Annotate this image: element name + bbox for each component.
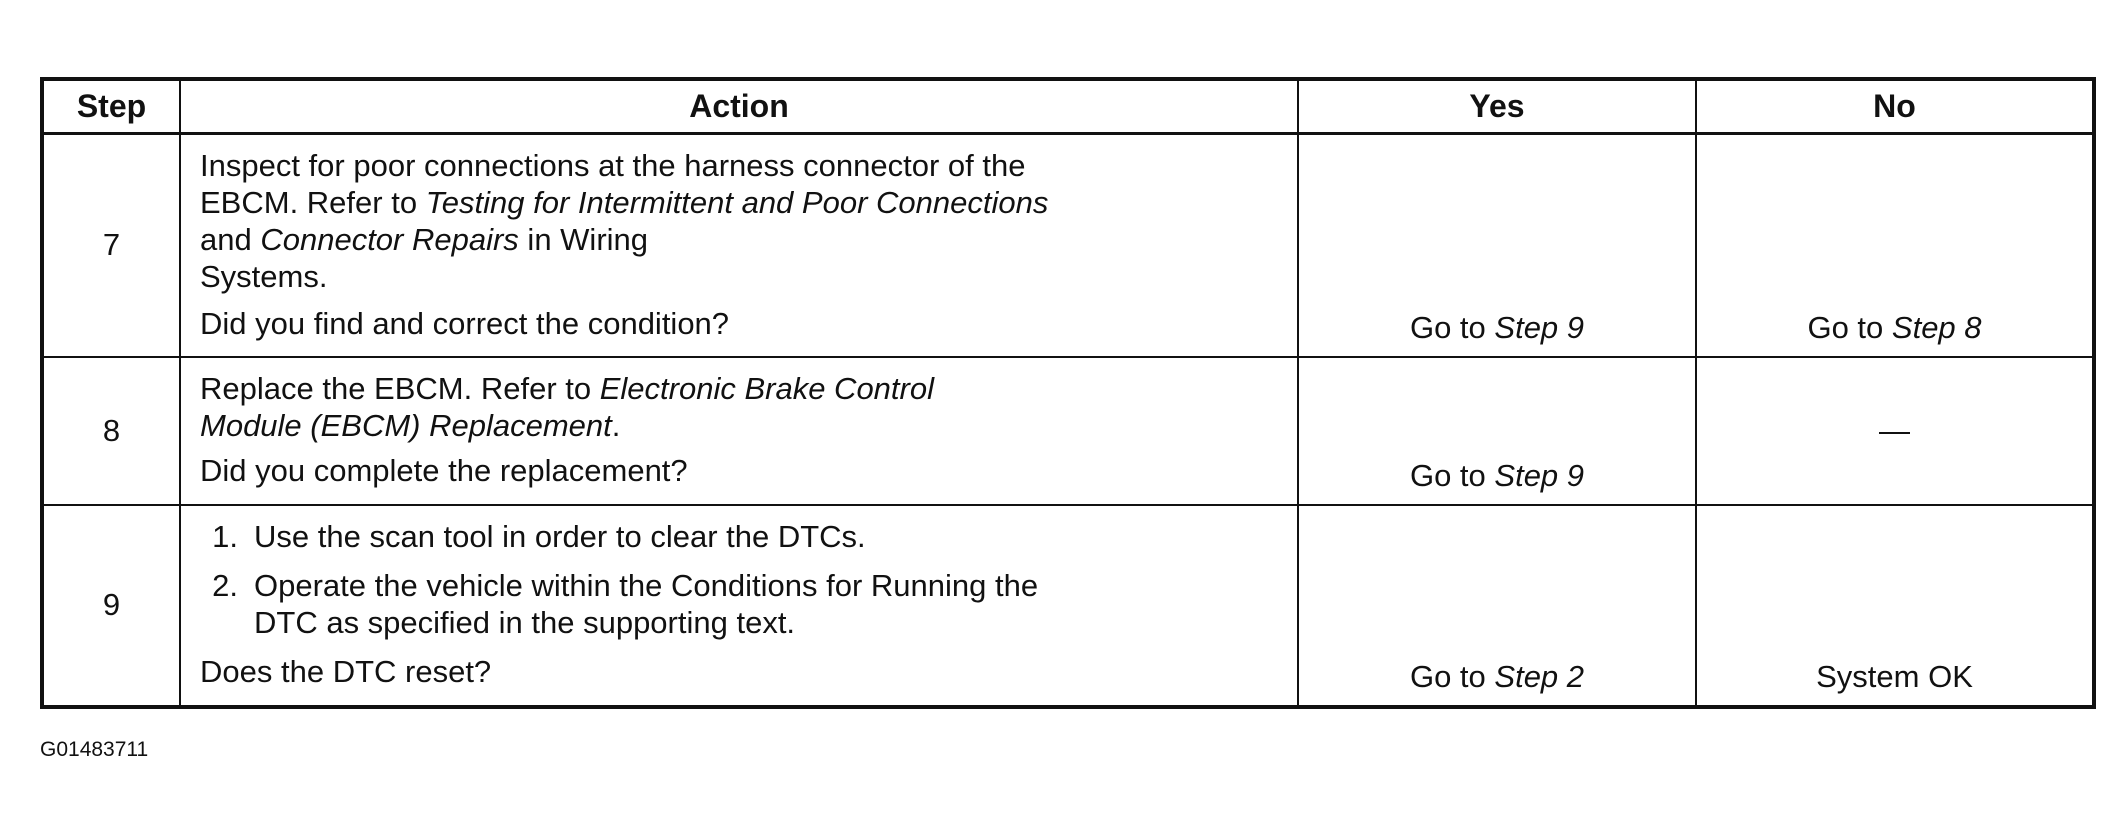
action-text: EBCM. Refer to Testing for Intermittent and Poor Connections xyxy=(200,185,1049,220)
table-row xyxy=(42,134,2094,357)
table-row xyxy=(42,505,2094,708)
action-text: Systems. xyxy=(200,259,328,294)
action-text: Replace the EBCM. Refer to Electronic Brake Control xyxy=(200,370,934,406)
step-reference: Step 9 xyxy=(1494,309,1585,345)
action-question: Did you complete the replacement? xyxy=(200,452,688,488)
action-cell xyxy=(180,357,1298,505)
action-text: Module (EBCM) Replacement. xyxy=(200,407,621,443)
reference-link-text: Module (EBCM) Replacement xyxy=(200,407,612,443)
step-reference: Step 8 xyxy=(1891,309,1982,345)
list-item xyxy=(200,518,1277,555)
reference-link-text: Connector Repairs xyxy=(260,222,519,257)
list-item xyxy=(200,567,1277,641)
yes-cell: Go to Step 9 xyxy=(1298,134,1696,357)
action-text: and Connector Repairs in Wiring xyxy=(200,222,649,257)
no-cell: Go to Step 8 xyxy=(1696,134,2094,357)
yes-cell: Go to Step 9 xyxy=(1298,357,1696,505)
action-cell xyxy=(180,134,1298,357)
list-number: 1. xyxy=(212,518,238,554)
reference-link-text: Electronic Brake Control xyxy=(599,370,934,406)
figure-id: G01483711 xyxy=(40,738,149,761)
step-cell: 7 xyxy=(42,134,180,357)
step-reference: Step 2 xyxy=(1494,659,1585,694)
list-number: 2. xyxy=(212,567,238,603)
action-text: Inspect for poor connections at the harness connector of the xyxy=(200,148,1026,183)
header-yes: Yes xyxy=(1298,79,1696,134)
step-reference: Step 9 xyxy=(1494,457,1585,493)
step-cell: 8 xyxy=(42,357,180,505)
reference-link-text: Testing for Intermittent and Poor Connections xyxy=(425,185,1049,220)
yes-cell: Go to Step 2 xyxy=(1298,505,1696,708)
diagnostic-table xyxy=(40,77,2096,709)
table-row xyxy=(42,357,2094,505)
action-cell xyxy=(180,505,1298,708)
header-step: Step xyxy=(42,79,180,134)
list-text: Use the scan tool in order to clear the DTCs. xyxy=(254,518,866,554)
header-action: Action xyxy=(180,79,1298,134)
step-cell: 9 xyxy=(42,505,180,708)
no-cell: — xyxy=(1696,357,2094,505)
list-text: Operate the vehicle within the Conditions for Running the DTC as specified in the supporting text. xyxy=(254,567,1039,640)
action-question: Does the DTC reset? xyxy=(200,653,492,689)
table-header-row xyxy=(42,79,2094,134)
header-no: No xyxy=(1696,79,2094,134)
action-question: Did you find and correct the condition? xyxy=(200,306,730,341)
no-cell: System OK xyxy=(1696,505,2094,708)
